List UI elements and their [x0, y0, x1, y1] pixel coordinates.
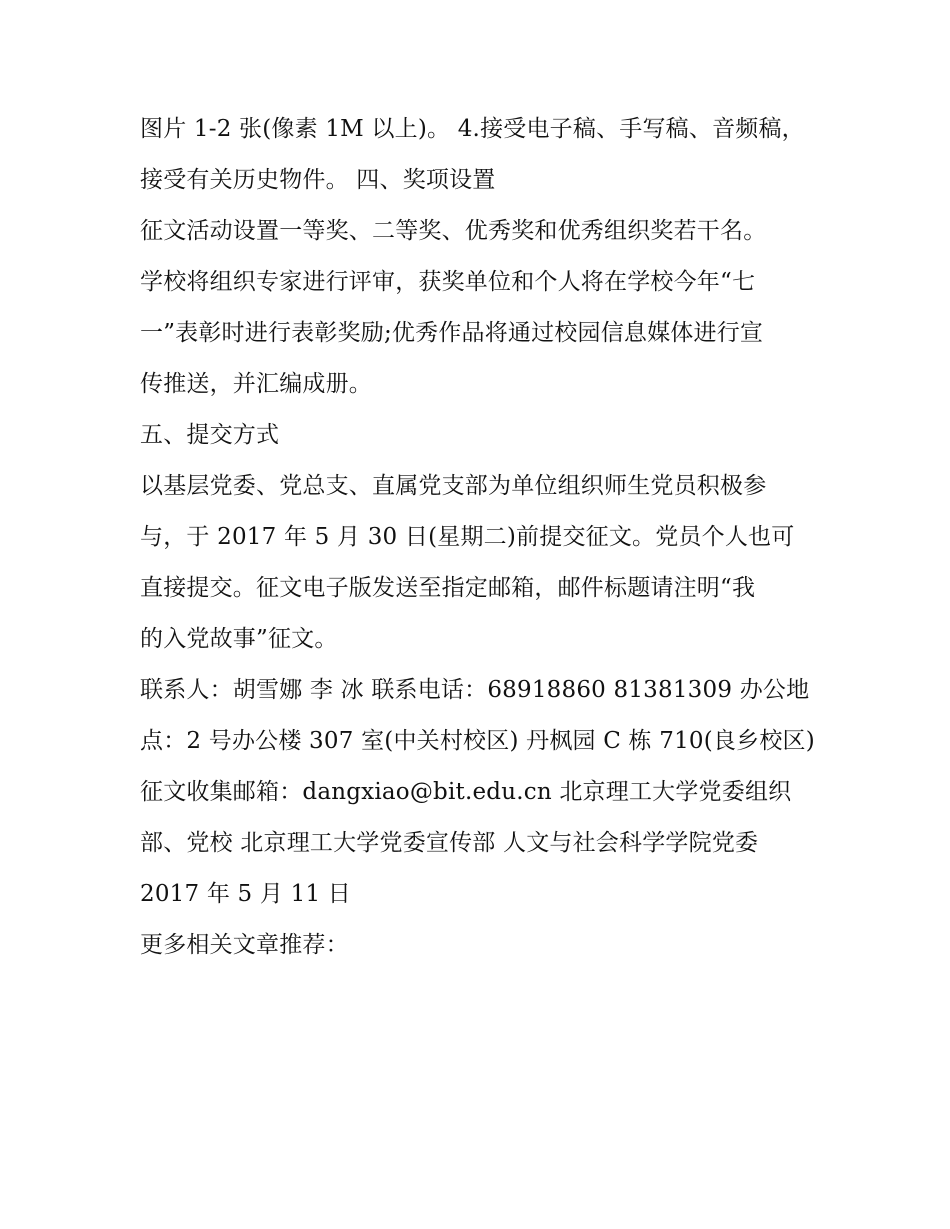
text-line: 征文活动设置一等奖、二等奖、优秀奖和优秀组织奖若干名。 [140, 218, 767, 244]
section-heading: 五、提交方式 [140, 422, 280, 448]
text-line: 图片 1-2 张(像素 1M 以上)。 4.接受电子稿、手写稿、音频稿， [140, 116, 805, 142]
text-line: 与，于 2017 年 5 月 30 日(星期二)前提交征文。党员个人也可 [140, 524, 795, 550]
related-articles-heading: 更多相关文章推荐： [140, 932, 349, 958]
text-line: 学校将组织专家进行评审，获奖单位和个人将在学校今年“七 [140, 269, 756, 295]
text-line: 一”表彰时进行表彰奖励;优秀作品将通过校园信息媒体进行宣 [140, 320, 764, 346]
organizers-line: 部、党校 北京理工大学党委宣传部 人文与社会科学学院党委 [140, 830, 759, 856]
text-line: 直接提交。征文电子版发送至指定邮箱，邮件标题请注明“我 [140, 575, 756, 601]
text-line: 传推送，并汇编成册。 [140, 371, 372, 397]
date-line: 2017 年 5 月 11 日 [140, 881, 351, 907]
contact-line: 联系人：胡雪娜 李 冰 联系电话：68918860 81381309 办公地 [140, 677, 810, 703]
document-body [140, 104, 820, 971]
text-line: 的入党故事”征文。 [140, 626, 338, 652]
text-line: 接受有关历史物件。 四、奖项设置 [140, 167, 496, 193]
email-line: 征文收集邮箱：dangxiao@bit.edu.cn 北京理工大学党委组织 [140, 779, 792, 805]
text-line: 以基层党委、党总支、直属党支部为单位组织师生党员积极参 [140, 473, 767, 499]
address-line: 点：2 号办公楼 307 室(中关村校区) 丹枫园 C 栋 710(良乡校区) [140, 728, 815, 754]
